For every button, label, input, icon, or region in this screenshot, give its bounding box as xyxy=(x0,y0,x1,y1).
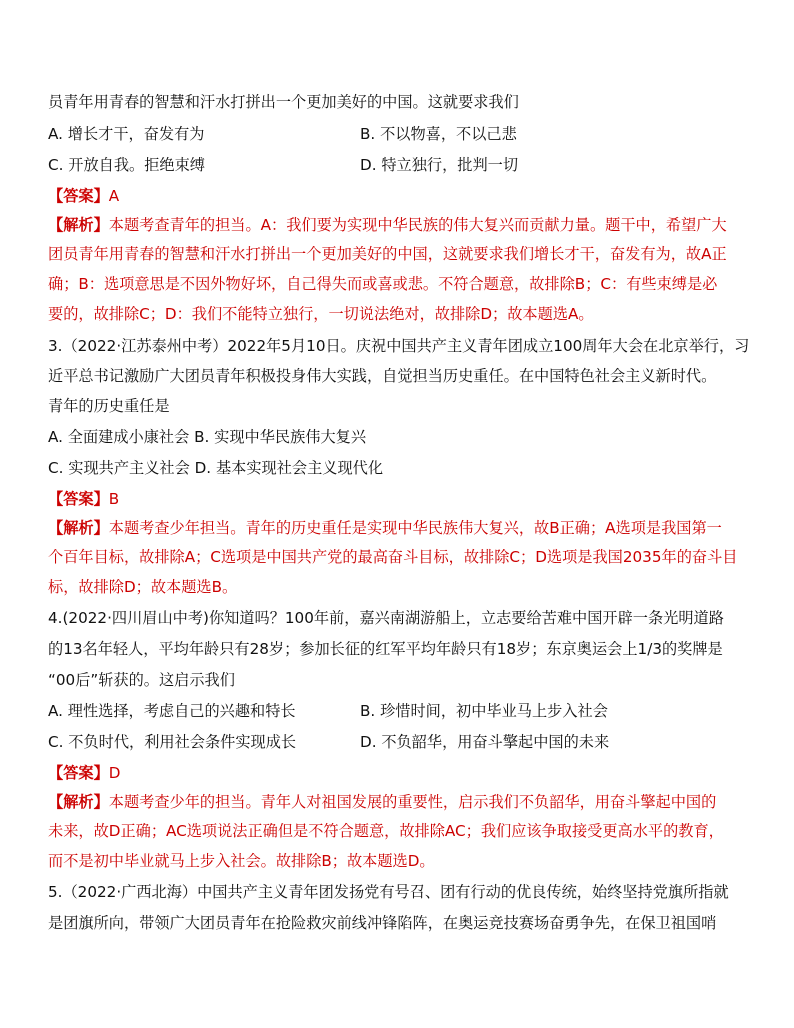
analysis-text: 本题考查少年担当。青年的历史重任是实现中华民族伟大复兴，故B正确；A选项是我国第一 xyxy=(108,519,722,537)
analysis-text: 本题考查青年的担当。A：我们要为实现中华民族的伟大复兴而贡献力量。题干中，希望广大 xyxy=(108,216,727,234)
q2-option-a: A. 增长才干，奋发有为 xyxy=(48,125,205,143)
q3-answer-line xyxy=(48,489,119,509)
q2-stem-tail: 员青年用青春的智慧和汗水打拼出一个更加美好的中国。这就要求我们 xyxy=(48,93,519,111)
q2-analysis-line-2: 团员青年用青春的智慧和汗水打拼出一个更加美好的中国，这就要求我们增长才干，奋发有为，故A正 xyxy=(48,245,727,263)
analysis-tag: 【解析】 xyxy=(48,519,109,537)
answer-value: B xyxy=(108,490,120,508)
answer-tag: 【答案】 xyxy=(48,187,109,205)
q4-analysis-line-1 xyxy=(48,792,716,812)
q4-option-b: B. 珍惜时间，初中毕业马上步入社会 xyxy=(360,702,608,720)
analysis-text: 本题考查少年的担当。青年人对祖国发展的重要性，启示我们不负韶华，用奋斗擎起中国的 xyxy=(108,793,717,811)
answer-value: A xyxy=(108,187,120,205)
q2-option-c: C. 开放自我。拒绝束缚 xyxy=(48,156,205,174)
q5-stem-line-1: 5.（2022·广西北海）中国共产主义青年团发扬党有号召、团有行动的优良传统，始终坚持党旗所指就 xyxy=(48,883,729,901)
q3-options-line-2: C. 实现共产主义社会 D. 基本实现社会主义现代化 xyxy=(48,459,384,477)
q4-stem-line-1: 4.(2022·四川眉山中考)你知道吗？100年前，嘉兴南湖游船上，立志要给苦难中国开辟一条光明道路 xyxy=(48,609,724,627)
q3-analysis-line-2: 个百年目标，故排除A；C选项是中国共产党的最高奋斗目标，故排除C；D选项是我国2035年的奋斗目 xyxy=(48,548,738,566)
q2-analysis-line-4: 要的，故排除C；D：我们不能特立独行，一切说法绝对，故排除D；故本题选A。 xyxy=(48,305,594,323)
q4-option-a: A. 理性选择，考虑自己的兴趣和特长 xyxy=(48,702,296,720)
q4-stem-line-3: “00后”斩获的。这启示我们 xyxy=(48,671,235,689)
analysis-tag: 【解析】 xyxy=(48,793,109,811)
q4-answer-line xyxy=(48,763,120,783)
q4-option-c: C. 不负时代，利用社会条件实现成长 xyxy=(48,733,297,751)
q3-stem-line-2: 近平总书记激励广大团员青年积极投身伟大实践，自觉担当历史重任。在中国特色社会主义新时代。 xyxy=(48,367,717,385)
q4-analysis-line-3: 而不是初中毕业就马上步入社会。故排除B；故本题选D。 xyxy=(48,852,435,870)
q2-analysis-line-3: 确；B：选项意思是不因外物好坏，自己得失而或喜或悲。不符合题意，故排除B；C：有些束缚是必 xyxy=(48,275,718,293)
answer-tag: 【答案】 xyxy=(48,764,109,782)
q3-analysis-line-1 xyxy=(48,518,722,538)
q4-stem-line-2: 的13名年轻人，平均年龄只有28岁；参加长征的红军平均年龄只有18岁；东京奥运会上1/3的奖牌是 xyxy=(48,640,723,658)
q2-answer-line xyxy=(48,186,119,206)
answer-tag: 【答案】 xyxy=(48,490,109,508)
q2-analysis-line-1 xyxy=(48,215,727,235)
answer-value: D xyxy=(108,764,121,782)
q4-analysis-line-2: 未来，故D正确；AC选项说法正确但是不符合题意，故排除AC；我们应该争取接受更高水平的教育， xyxy=(48,822,724,840)
q4-option-d: D. 不负韶华，用奋斗擎起中国的未来 xyxy=(360,733,610,751)
q3-options-line-1: A. 全面建成小康社会 B. 实现中华民族伟大复兴 xyxy=(48,428,367,446)
q3-stem-line-1: 3.（2022·江苏泰州中考）2022年5月10日。庆祝中国共产主义青年团成立100周年大会在北京举行，习 xyxy=(48,337,750,355)
q3-stem-line-3: 青年的历史重任是 xyxy=(48,397,170,415)
q2-option-b: B. 不以物喜，不以己悲 xyxy=(360,125,517,143)
analysis-tag: 【解析】 xyxy=(48,216,109,234)
q2-option-d: D. 特立独行，批判一切 xyxy=(360,156,519,174)
q5-stem-line-2: 是团旗所向，带领广大团员青年在抢险救灾前线冲锋陷阵，在奥运竞技赛场奋勇争先，在保卫祖国哨 xyxy=(48,914,717,932)
q3-analysis-line-3: 标，故排除D；故本题选B。 xyxy=(48,578,238,596)
